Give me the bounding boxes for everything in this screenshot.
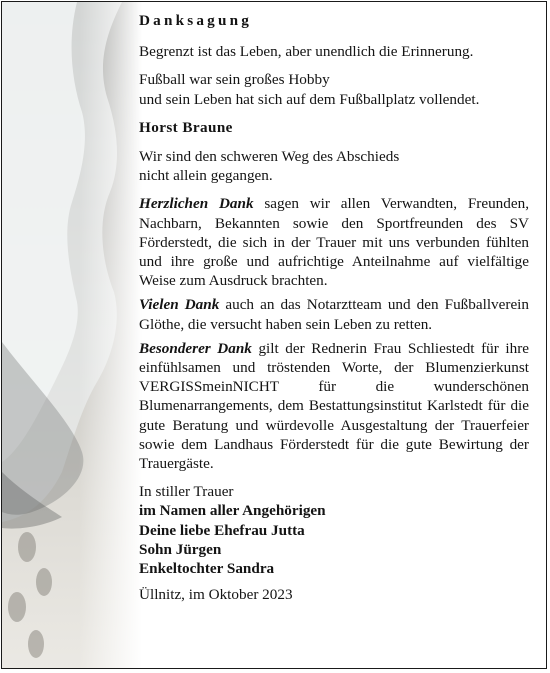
thanks-text: sagen wir allen Verwandten, Freunden, Nachbarn, Bekannten sowie den Sportfreunden des SV Förderstedt, die sich in der Trauer mit uns verbunden fühlten und ihre große und aufrichtige Anteilnahme auf vielfältige Weise zum Ausdruck brachten. xyxy=(139,195,529,290)
thanks-emphasis: Vielen Dank xyxy=(139,296,220,314)
intro-line: Begrenzt ist das Leben, aber unendlich die Erinnerung. xyxy=(139,43,474,61)
thanks-paragraph xyxy=(139,339,529,473)
thanks-emphasis: Herzlichen Dank xyxy=(139,195,254,213)
intro-line: und sein Leben hat sich auf dem Fußballplatz vollendet. xyxy=(139,90,480,108)
closing-intro: In stiller Trauer xyxy=(139,483,234,501)
closing xyxy=(139,482,529,578)
intro-quote xyxy=(139,42,529,61)
intro-line: Fußball war sein großes Hobby xyxy=(139,71,330,89)
deceased-name: Horst Braune xyxy=(139,118,233,136)
verse-line: nicht allein gegangen. xyxy=(139,167,273,185)
thanks-emphasis: Besonderer Dank xyxy=(139,339,252,357)
signature-line: Sohn Jürgen xyxy=(139,540,222,558)
place-date-text: Üllnitz, im Oktober 2023 xyxy=(139,586,293,604)
thanks-text: gilt der Rednerin Frau Schliestedt für ihre einfühlsamen und tröstenden Worte, der Blumenzierkunst VERGISSmeinNICHT für die wunderschönen Blumenarrangements, dem Bestattungsinstitut Karlstedt für die gute Beratung und würdevolle Ausgestaltung der Trauerfeier sowie dem Landhaus Förderstedt für die gute Bewirtung der Trauergäste. xyxy=(139,339,529,473)
notice-text xyxy=(139,11,529,604)
signature-line: Enkeltochter Sandra xyxy=(139,560,275,578)
verse xyxy=(139,147,529,185)
place-date xyxy=(139,585,529,604)
intro-hobby xyxy=(139,70,529,108)
signature-line: im Namen aller Angehörigen xyxy=(139,502,326,520)
beach-waves-image xyxy=(2,2,142,669)
verse-line: Wir sind den schweren Weg des Abschieds xyxy=(139,148,400,166)
notice-heading: Danksagung xyxy=(139,12,253,29)
signature-line: Deine liebe Ehefrau Jutta xyxy=(139,521,305,539)
thanks-paragraph xyxy=(139,194,529,290)
thanks-text: auch an das Notarztteam und den Fußballverein Glöthe, die versucht haben sein Leben zu retten. xyxy=(139,296,529,333)
thanks-paragraph xyxy=(139,295,529,333)
obituary-notice xyxy=(1,1,547,669)
